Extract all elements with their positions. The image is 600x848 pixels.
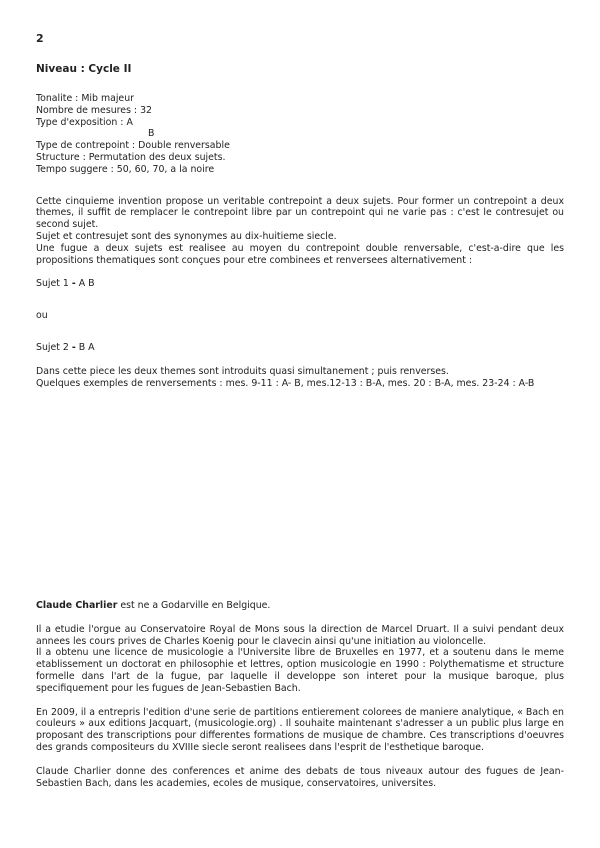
piece-metadata: [36, 93, 564, 176]
intro-paragraph: Cette cinquieme invention propose un veritable contrepoint a deux sujets. Pour former un contrepoint a deux themes, il suffit de remplacer le contrepoint libre par un contrepoint qui ne varie pas : c'est le contresujet ou second sujet.: [36, 195, 564, 231]
bio-born-line: [36, 600, 564, 612]
sujet-2-line: [36, 342, 564, 354]
sujet-2-value: B A: [78, 341, 95, 353]
bio-organ-paragraph: Il a etudie l'orgue au Conservatoire Royal de Mons sous la direction de Marcel Druart. Il a suivi pendant deux annees les cours prives de Charles Koenig pour le clavecin ainsi qu'une initiation au violoncelle.: [36, 623, 564, 647]
counterpoint-line: Type de contrepoint : Double renversable: [36, 140, 230, 152]
sujet-1-dash: -: [71, 278, 76, 290]
exposition-line: Type d'exposition : A: [36, 116, 133, 128]
document-page: [36, 32, 564, 389]
level-heading: Niveau : Cycle II: [36, 63, 132, 75]
sujet-1-value: A B: [78, 278, 95, 290]
tempo-line: Tempo suggere : 50, 60, 70, a la noire: [36, 163, 215, 175]
structure-line: Structure : Permutation des deux sujets.: [36, 151, 226, 163]
author-name: Claude Charlier: [36, 600, 118, 611]
ou-line: ou: [36, 310, 48, 322]
tonality-line: Tonalite : Mib majeur: [36, 93, 134, 104]
sujet-1-label: Sujet 1: [36, 278, 69, 290]
exposition-line-b: B: [148, 128, 155, 140]
bio-edition-paragraph: En 2009, il a entrepris l'edition d'une serie de partitions entierement colorees de maniere analytique, « Bach en couleurs » aux editions Jacquart, (musicologie.org) . Il souhaite maintenant s'adresser a un public plus large en proposant des transcriptions pour differentes formations de musique de chambre. Ces transcriptions d'oeuvres des grands compositeurs du XVIIIe siecle seront realisees dans l'esprit de l'esthetique baroque.: [36, 706, 564, 753]
bio-university-paragraph: Il a obtenu une licence de musicologie a l'Universite libre de Bruxelles en 1977, et a soutenu dans le meme etablissement un doctorat en philosophie et lettres, option musicologie en 1990 : Polythematisme et structure formelle dans l'art de la fugue, par laquelle il developpe son interet pour la musique baroque, plus specifiquement pour les fugues de Jean-Sebastien Bach.: [36, 647, 564, 694]
page-number: 2: [36, 32, 44, 45]
double-counterpoint-paragraph: Une fugue a deux sujets est realisee au moyen du contrepoint double renversable, c'est-a-dire que les propositions thematiques sont conçues pour etre combinees et renversees alternativement :: [36, 242, 564, 266]
themes-paragraph: Dans cette piece les deux themes sont introduits quasi simultanement ; puis renverses.: [36, 365, 449, 377]
measures-line: Nombre de mesures : 32: [36, 104, 153, 116]
examples-paragraph: Quelques exemples de renversements : mes. 9-11 : A- B, mes.12-13 : B-A, mes. 20 : B-A, mes. 23-24 : A-B: [36, 377, 535, 389]
sujet-1-line: [36, 278, 564, 290]
sujet-2-label: Sujet 2: [36, 341, 69, 353]
synonyms-paragraph: Sujet et contresujet sont des synonymes au dix-huitieme siecle.: [36, 230, 337, 242]
biography-section: [36, 600, 564, 789]
author-birthplace: est ne a Godarville en Belgique.: [117, 600, 271, 611]
bio-conferences-paragraph: Claude Charlier donne des conferences et anime des debats de tous niveaux autour des fugues de Jean-Sebastien Bach, dans les academies, ecoles de musique, conservatoires, universites.: [36, 765, 564, 789]
sujet-2-dash: -: [71, 341, 76, 353]
